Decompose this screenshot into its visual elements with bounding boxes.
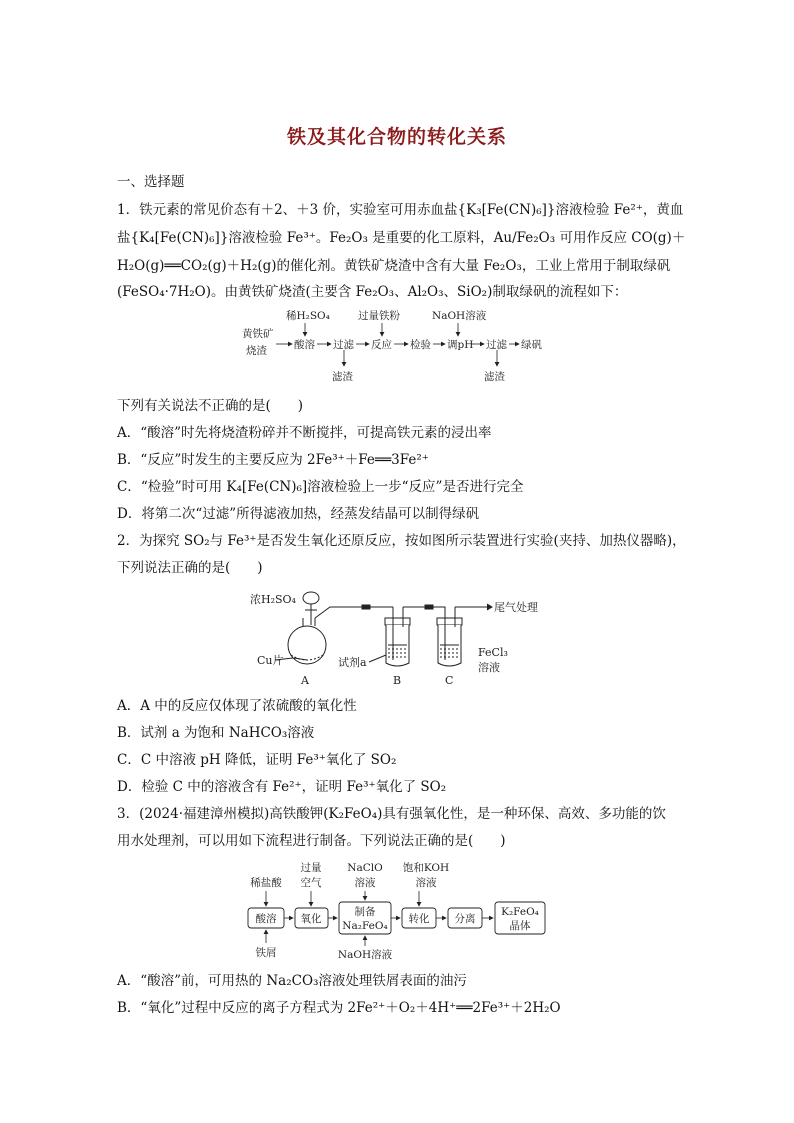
q3-option-b: B．“氧化”过程中反应的离子方程式为 2Fe²⁺＋O₂＋4H⁺══2Fe³⁺＋2H₂O: [117, 1000, 561, 1016]
flow1-step-1: 酸溶: [294, 339, 315, 351]
flow3-box-crystal: 晶体: [509, 920, 531, 932]
q1-line-1: 1．铁元素的常见价态有＋2、＋3 价，实验室可用赤血盐{K₃[Fe(CN)₆]}溶液检验 Fe²⁺，黄血: [117, 202, 684, 218]
q2-option-b: B．试剂 a 为饱和 NaHCO₃溶液: [117, 725, 315, 741]
q2-option-a: A．A 中的反应仅体现了浓硫酸的氧化性: [117, 698, 357, 714]
flow1-step-4: 检验: [410, 339, 431, 351]
flow1-output-2: 滤渣: [484, 371, 505, 383]
flow3-top-air: 空气: [300, 877, 322, 889]
label-tail: 尾气处理: [494, 601, 538, 614]
q1-line-3: H₂O(g)══CO₂(g)＋H₂(g)的催化剂。黄铁矿烧渣中含有大量 Fe₂O₃，工业上常用于制取绿矾: [117, 258, 671, 274]
label-c: C: [445, 674, 454, 687]
q1-option-a: A．“酸溶”时先将烧渣粉碎并不断搅拌，可提高铁元素的浸出率: [117, 425, 492, 441]
q3-line-1: 3．(2024·福建漳州模拟)高铁酸钾(K₂FeO₄)具有强氧化性，是一种环保、高效、多功能的饮: [117, 806, 666, 822]
flow1-input-3: NaOH溶液: [432, 310, 487, 322]
flow3-top-koh: 饱和KOH: [402, 862, 450, 874]
q3-option-a: A．“酸溶”前，可用热的 Na₂CO₃溶液处理铁屑表面的油污: [117, 973, 467, 989]
label-a: A: [301, 674, 309, 687]
q1-option-b: B．“反应”时发生的主要反应为 2Fe³⁺＋Fe══3Fe²⁺: [117, 452, 429, 468]
flow3-box-separate: 分离: [454, 913, 476, 925]
flow1-step-7: 绿矾: [521, 339, 542, 351]
flow3-top-hcl: 稀盐酸: [250, 877, 282, 889]
q1-option-c: C．“检验”时可用 K₄[Fe(CN)₆]溶液检验上一步“反应”是否进行完全: [117, 479, 524, 495]
flow3-bottom-iron: 铁屑: [255, 947, 277, 959]
q1-line-4: (FeSO₄·7H₂O)。由黄铁矿烧渣(主要含 Fe₂O₃、Al₂O₃、SiO₂)制取绿矾的流程如下：: [117, 284, 628, 300]
flow1-start-1: 黄铁矿: [242, 328, 274, 340]
q1-stem: 下列有关说法不正确的是( ): [117, 398, 304, 414]
q2-option-c: C．C 中溶液 pH 降低，证明 Fe³⁺氧化了 SO₂: [117, 752, 397, 768]
flow3-top-excess: 过量: [300, 862, 322, 874]
q1-line-2: 盐{K₄[Fe(CN)₆]}溶液检验 Fe³⁺。Fe₂O₃ 是重要的化工原料，Au/Fe₂O₃ 可用作反应 CO(g)＋: [117, 230, 686, 246]
label-solution: 溶液: [478, 661, 500, 674]
flow3-box-acid: 酸溶: [255, 913, 277, 925]
q3-line-2: 用水处理剂，可以用如下流程进行制备。下列说法正确的是( ): [117, 833, 506, 849]
flow1-output-1: 滤渣: [332, 371, 353, 383]
flow1-start-2: 烧渣: [246, 345, 267, 357]
label-b: B: [393, 674, 402, 687]
flow3-box-na2feo4: Na₂FeO₄: [342, 920, 388, 932]
section-heading: 一、选择题: [117, 174, 185, 190]
flow1-step-3: 反应: [371, 339, 392, 351]
flow3-top-naclo: NaClO: [347, 862, 383, 874]
flow3-box-k2feo4: K₂FeO₄: [501, 906, 539, 918]
flow3-bottom-naoh: NaOH溶液: [337, 949, 393, 961]
flow3-box-oxidize: 氧化: [300, 913, 322, 925]
q1-option-d: D．将第二次“过滤”所得滤液加热，经蒸发结晶可以制得绿矾: [117, 506, 480, 522]
flow1-input-2: 过量铁粉: [358, 310, 400, 322]
q3-flow-diagram: [240, 858, 560, 963]
page-title: 铁及其化合物的转化关系: [286, 126, 507, 148]
flow1-step-6: 过滤: [486, 339, 507, 351]
flow3-box-prepare: 制备: [354, 906, 376, 918]
q2-line-1: 2．为探究 SO₂与 Fe³⁺是否发生氧化还原反应，按如图所示装置进行实验(夹持、加热仪器略)，: [117, 533, 686, 549]
flow1-step-5: 调pH: [447, 339, 474, 351]
flow3-box-convert: 转化: [408, 913, 430, 925]
q2-line-2: 下列说法正确的是( ): [117, 560, 263, 576]
flow3-top-koh-sol: 溶液: [415, 877, 437, 889]
label-cu: Cu片: [257, 654, 284, 667]
label-fecl3: FeCl₃: [478, 646, 508, 659]
flow1-step-2: 过滤: [333, 339, 354, 351]
q1-flow-diagram: [240, 306, 560, 386]
q2-apparatus-diagram: [245, 585, 565, 690]
label-acid: 浓H₂SO₄: [250, 593, 296, 606]
label-reagent: 试剂a: [338, 656, 367, 669]
q2-option-d: D．检验 C 中的溶液含有 Fe²⁺，证明 Fe³⁺氧化了 SO₂: [117, 779, 447, 795]
flow3-top-naclo-sol: 溶液: [354, 877, 376, 889]
flow1-input-1: 稀H₂SO₄: [286, 310, 330, 322]
